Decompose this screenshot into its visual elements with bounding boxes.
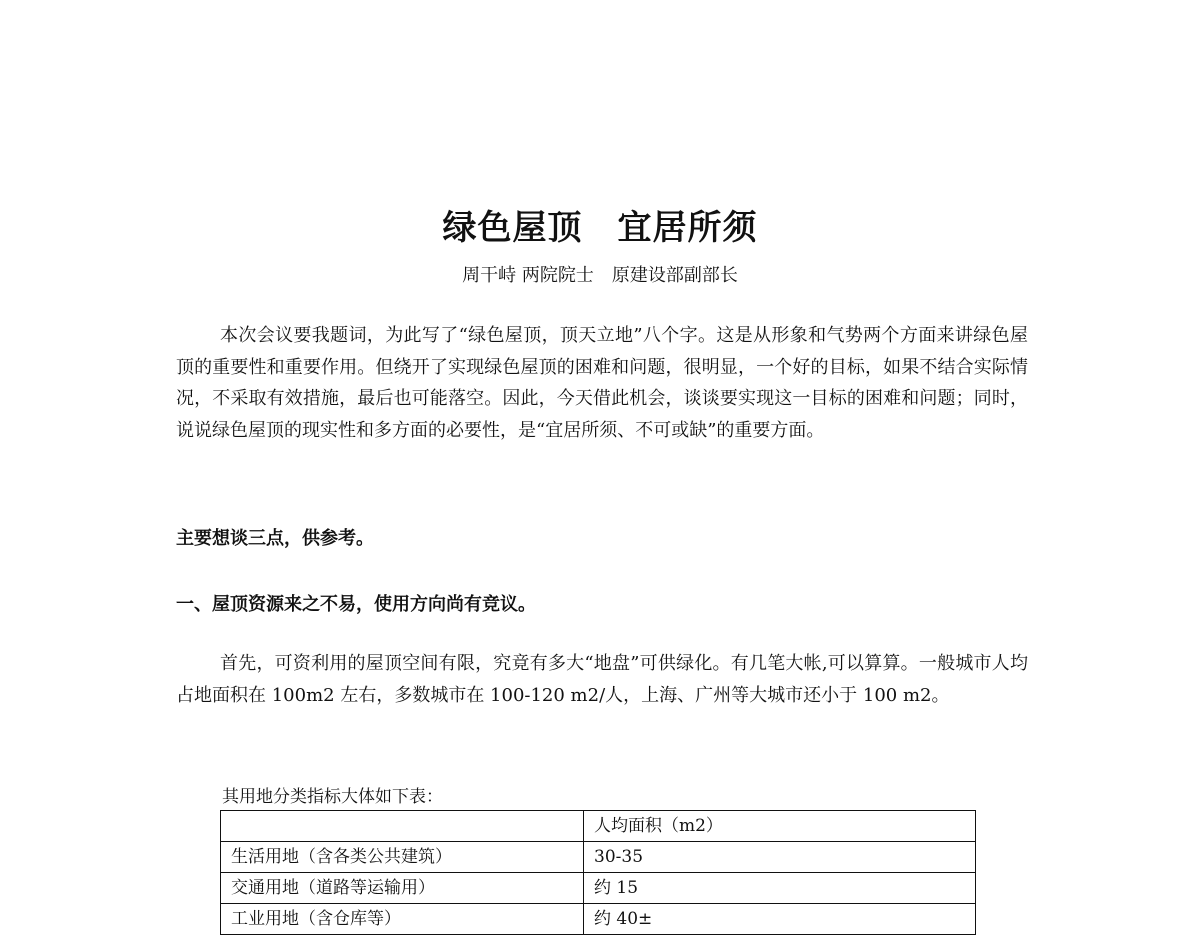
table-cell: 30-35 [584, 842, 976, 873]
article-title: 绿色屋顶 宜居所须 [442, 208, 758, 248]
table-cell: 工业用地（含仓库等） [221, 904, 584, 935]
table-row [221, 904, 976, 935]
table-header-row [221, 811, 976, 842]
section-heading-1: 一、屋顶资源来之不易，使用方向尚有竞议。 [176, 594, 536, 615]
table-header-cell: 人均面积（m2） [584, 811, 976, 842]
table-cell: 约 15 [584, 873, 976, 904]
body-paragraph: 首先，可资利用的屋顶空间有限，究竟有多大“地盘”可供绿化。有几笔大帐,可以算算。一般城市人均占地面积在 100m2 左右，多数城市在 100-120 m2/人，上海、广州等大城市还小于 100 m2。 [176, 653, 1028, 706]
table-cell: 交通用地（道路等运输用） [221, 873, 584, 904]
table-row [221, 873, 976, 904]
author-line: 周干峙 两院院士 原建设部副部长 [462, 265, 738, 286]
section-lead: 主要想谈三点，供参考。 [176, 528, 374, 549]
table-caption: 其用地分类指标大体如下表： [222, 787, 443, 807]
land-use-table [220, 810, 976, 935]
table-cell: 约 40± [584, 904, 976, 935]
table-cell: 生活用地（含各类公共建筑） [221, 842, 584, 873]
table-row [221, 842, 976, 873]
intro-paragraph: 本次会议要我题词，为此写了“绿色屋顶，顶天立地”八个字。这是从形象和气势两个方面来讲绿色屋顶的重要性和重要作用。但绕开了实现绿色屋顶的困难和问题，很明显，一个好的目标，如果不结合实际情况，不采取有效措施，最后也可能落空。因此，今天借此机会，谈谈要实现这一目标的困难和问题；同时，说说绿色屋顶的现实性和多方面的必要性，是“宜居所须、不可或缺”的重要方面。 [176, 325, 1028, 441]
table-header-cell [221, 811, 584, 842]
